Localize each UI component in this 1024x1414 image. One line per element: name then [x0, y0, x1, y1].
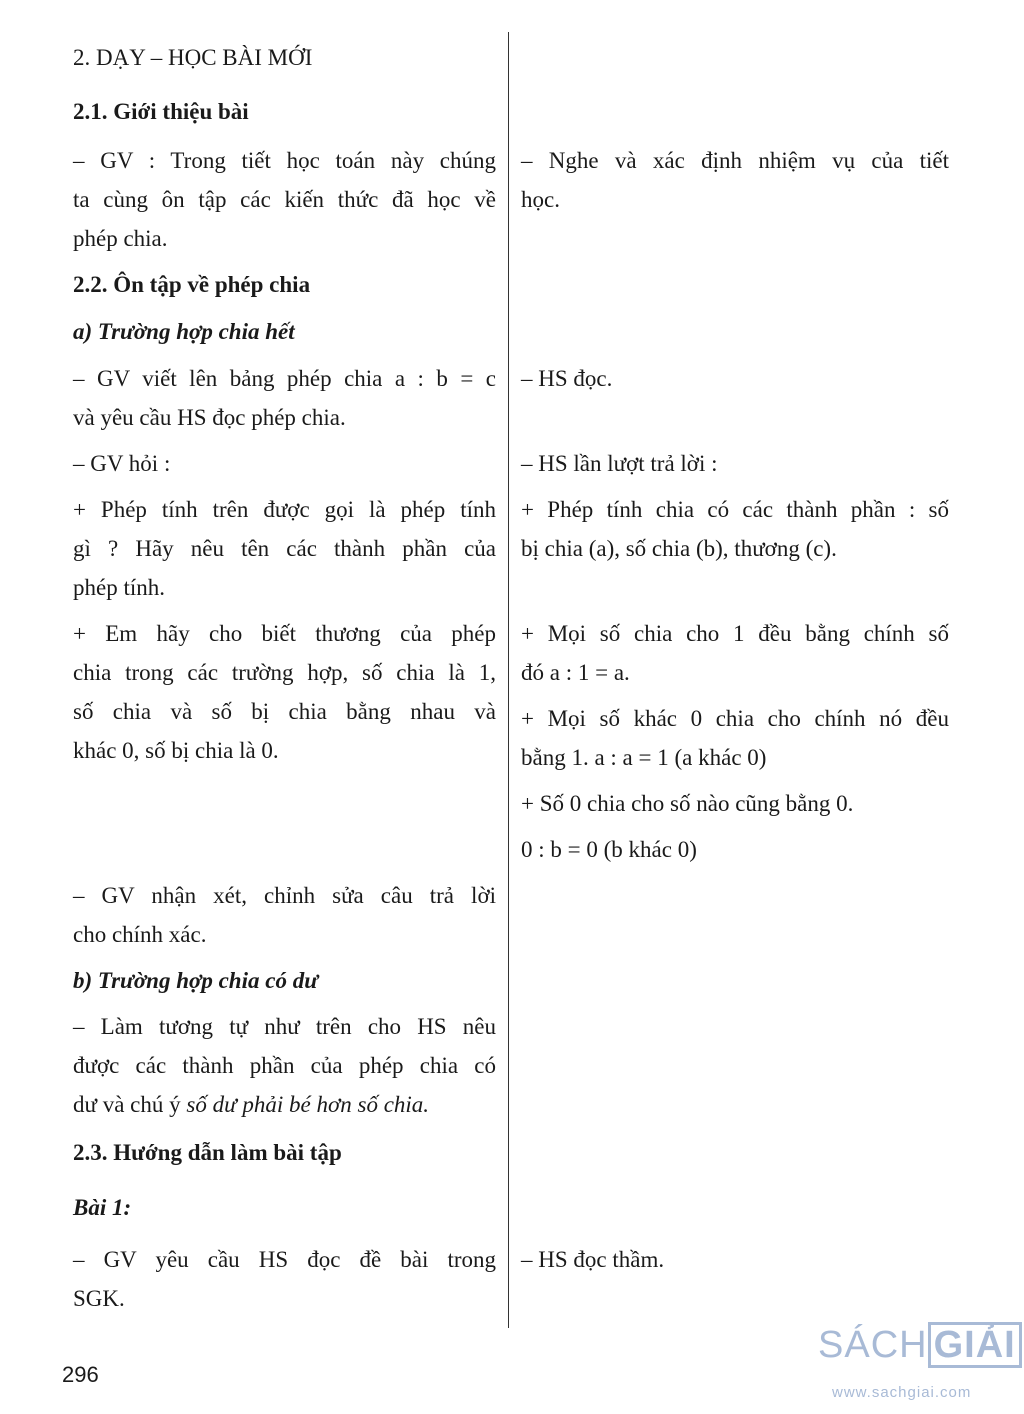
student-text: + Số 0 chia cho số nào cũng bằng 0.: [521, 791, 854, 816]
teacher-text: ta cùng ôn tập các kiến thức đã học về: [73, 187, 496, 212]
student-text: – Nghe và xác định nhiệm vụ của tiết: [521, 148, 949, 173]
watermark-logo-box: GIẢI: [928, 1322, 1022, 1368]
subheading-b: b) Trường hợp chia có dư: [73, 968, 318, 993]
heading-2-2: 2.2. Ôn tập về phép chia: [73, 272, 311, 297]
teacher-text: số chia và số bị chia bằng nhau và: [73, 699, 496, 724]
student-text: – HS đọc.: [521, 366, 613, 391]
student-text: – HS lần lượt trả lời :: [521, 451, 718, 476]
watermark-url: www.sachgiai.com: [832, 1384, 972, 1401]
teacher-text: – GV : Trong tiết học toán này chúng: [73, 148, 496, 173]
teacher-text: và yêu cầu HS đọc phép chia.: [73, 405, 346, 430]
subheading-a: a) Trường hợp chia hết: [73, 319, 295, 344]
student-text: học.: [521, 187, 560, 212]
teacher-text: – Làm tương tự như trên cho HS nêu: [73, 1014, 496, 1039]
heading-2-3: 2.3. Hướng dẫn làm bài tập: [73, 1140, 342, 1165]
teacher-text-emphasis: số dư phải bé hơn số chia.: [186, 1092, 430, 1117]
teacher-text: chia trong các trường hợp, số chia là 1,: [73, 660, 496, 685]
teacher-text: + Em hãy cho biết thương của phép: [73, 621, 496, 646]
teacher-text: – GV yêu cầu HS đọc đề bài trong: [73, 1247, 496, 1272]
student-text: + Phép tính chia có các thành phần : số: [521, 497, 949, 522]
student-text: bị chia (a), số chia (b), thương (c).: [521, 536, 837, 561]
teacher-text: – GV nhận xét, chỉnh sửa câu trả lời: [73, 883, 496, 908]
student-text: bằng 1. a : a = 1 (a khác 0): [521, 745, 767, 770]
teacher-text: phép tính.: [73, 575, 165, 600]
teacher-text: gì ? Hãy nêu tên các thành phần của: [73, 536, 496, 561]
student-text: đó a : 1 = a.: [521, 660, 630, 685]
teacher-text: – GV hỏi :: [73, 451, 171, 476]
student-text: + Mọi số chia cho 1 đều bằng chính số: [521, 621, 949, 646]
section-title: 2. DẠY – HỌC BÀI MỚI: [73, 45, 313, 70]
teacher-text: khác 0, số bị chia là 0.: [73, 738, 279, 763]
page-number: 296: [62, 1362, 99, 1387]
teacher-text: [73, 1085, 429, 1124]
student-text: 0 : b = 0 (b khác 0): [521, 837, 697, 862]
student-text: + Mọi số khác 0 chia cho chính nó đều: [521, 706, 949, 731]
teacher-text: SGK.: [73, 1286, 125, 1311]
heading-2-1: 2.1. Giới thiệu bài: [73, 99, 249, 124]
student-text: – HS đọc thầm.: [521, 1247, 665, 1272]
watermark-logo-text: SÁCH: [818, 1324, 928, 1366]
teacher-text: phép chia.: [73, 226, 168, 251]
watermark-logo: [818, 1322, 1022, 1368]
teacher-text: cho chính xác.: [73, 922, 207, 947]
teacher-text-prefix: dư và chú ý: [73, 1092, 187, 1117]
teacher-text: – GV viết lên bảng phép chia a : b = c: [73, 366, 496, 391]
teacher-text: được các thành phần của phép chia có: [73, 1053, 496, 1078]
column-divider: [508, 32, 509, 1328]
exercise-label: Bài 1:: [73, 1195, 132, 1220]
teacher-text: + Phép tính trên được gọi là phép tính: [73, 497, 496, 522]
